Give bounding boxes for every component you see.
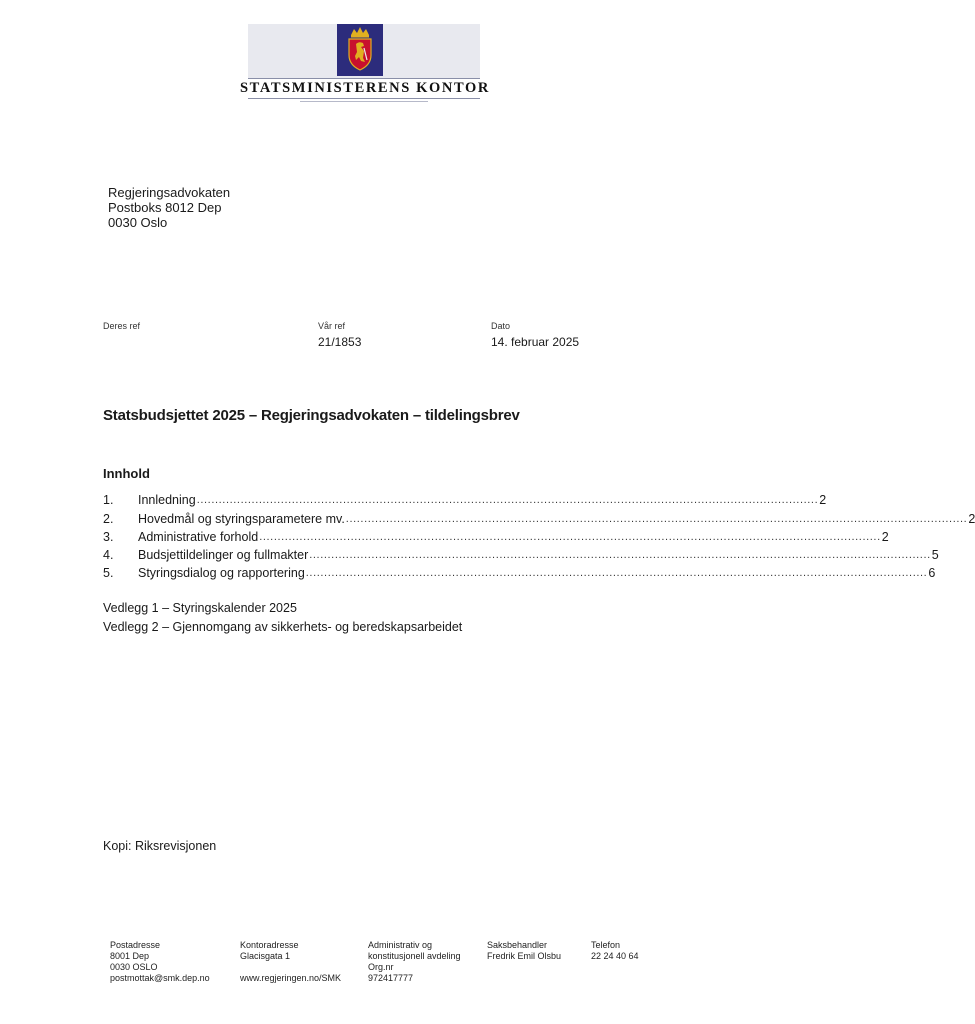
deres-ref-label: Deres ref <box>103 321 141 331</box>
toc-item[interactable] <box>103 529 889 545</box>
letterhead-rule <box>248 98 480 99</box>
footer-telefon <box>591 940 639 962</box>
letter-subject: Statsbudsjettet 2025 – Regjeringsadvokaten – tildelingsbrev <box>103 407 520 424</box>
attachment-item: Vedlegg 2 – Gjennomgang av sikkerhets- og beredskapsarbeidet <box>103 620 463 634</box>
footer-email[interactable]: postmottak@smk.dep.no <box>110 973 210 983</box>
organization-name: STATSMINISTERENS KONTOR <box>240 80 490 96</box>
attachment-item: Vedlegg 1 – Styringskalender 2025 <box>103 601 297 615</box>
toc-item-page: 2 <box>881 530 889 544</box>
toc-item-title: Innledning <box>138 493 196 507</box>
toc-item-page: 5 <box>931 548 939 562</box>
toc-item-title: Hovedmål og styringsparametere mv. <box>138 512 345 526</box>
footer-label: Saksbehandler <box>487 940 548 950</box>
footer-website-link[interactable]: www.regjeringen.no/SMK <box>240 973 342 983</box>
footer-postadresse <box>110 940 210 984</box>
var-ref-value: 21/1853 <box>318 335 362 349</box>
footer-line: Org.nr <box>368 962 394 972</box>
footer-line: Fredrik Emil Olsbu <box>487 951 562 961</box>
toc-item-title: Administrative forhold <box>138 530 259 544</box>
footer-kontoradresse <box>240 940 341 984</box>
toc-item-page: 2 <box>968 512 975 526</box>
toc-item[interactable] <box>103 511 975 527</box>
toc-item[interactable] <box>103 565 936 581</box>
footer-label: Telefon <box>591 940 621 950</box>
footer-line <box>240 962 341 973</box>
toc-item-page: 6 <box>928 566 936 580</box>
dato-value: 14. februar 2025 <box>491 335 580 349</box>
toc-item-title: Budsjettildelinger og fullmakter <box>138 548 309 562</box>
footer-label: Postadresse <box>110 940 161 950</box>
toc-item[interactable] <box>103 547 939 563</box>
toc-item-title: Styringsdialog og rapportering <box>138 566 305 580</box>
recipient-city: 0030 Oslo <box>108 215 168 230</box>
footer-line: Glacisgata 1 <box>240 951 291 961</box>
letterhead-rule <box>248 78 480 79</box>
toc-item-number: 5. <box>103 566 114 580</box>
recipient-postbox: Postboks 8012 Dep <box>108 200 222 215</box>
toc-leader-dots: .......................................................................................................................................................................... <box>345 513 968 525</box>
footer-line: konstitusjonell avdeling <box>368 951 461 961</box>
var-ref-label: Vår ref <box>318 321 346 331</box>
recipient-name: Regjeringsadvokaten <box>108 185 231 200</box>
footer-label: Kontoradresse <box>240 940 299 950</box>
letterhead-rule <box>300 101 428 102</box>
footer-saksbehandler <box>487 940 561 962</box>
toc-item[interactable] <box>103 492 827 508</box>
toc-heading: Innhold <box>103 466 150 481</box>
toc-leader-dots: .......................................................................................................................................................................... <box>309 549 931 561</box>
toc-leader-dots: .......................................................................................................................................................................... <box>259 531 881 543</box>
coat-of-arms-icon <box>337 24 383 76</box>
toc-item-number: 3. <box>103 530 114 544</box>
toc-item-number: 1. <box>103 493 114 507</box>
toc-leader-dots: .......................................................................................................................................................................... <box>196 494 819 506</box>
footer-line: 972417777 <box>368 973 414 983</box>
toc-leader-dots: .......................................................................................................................................................................... <box>305 567 928 579</box>
footer-line: 22 24 40 64 <box>591 951 639 961</box>
footer-label: Administrativ og <box>368 940 433 950</box>
toc-item-page: 2 <box>819 493 827 507</box>
dato-label: Dato <box>491 321 511 331</box>
footer-avdeling <box>368 940 461 984</box>
toc-item-number: 2. <box>103 512 114 526</box>
footer-line: 0030 OSLO <box>110 962 158 972</box>
toc-item-number: 4. <box>103 548 114 562</box>
footer-line: 8001 Dep <box>110 951 150 961</box>
copy-recipient: Kopi: Riksrevisjonen <box>103 839 217 853</box>
